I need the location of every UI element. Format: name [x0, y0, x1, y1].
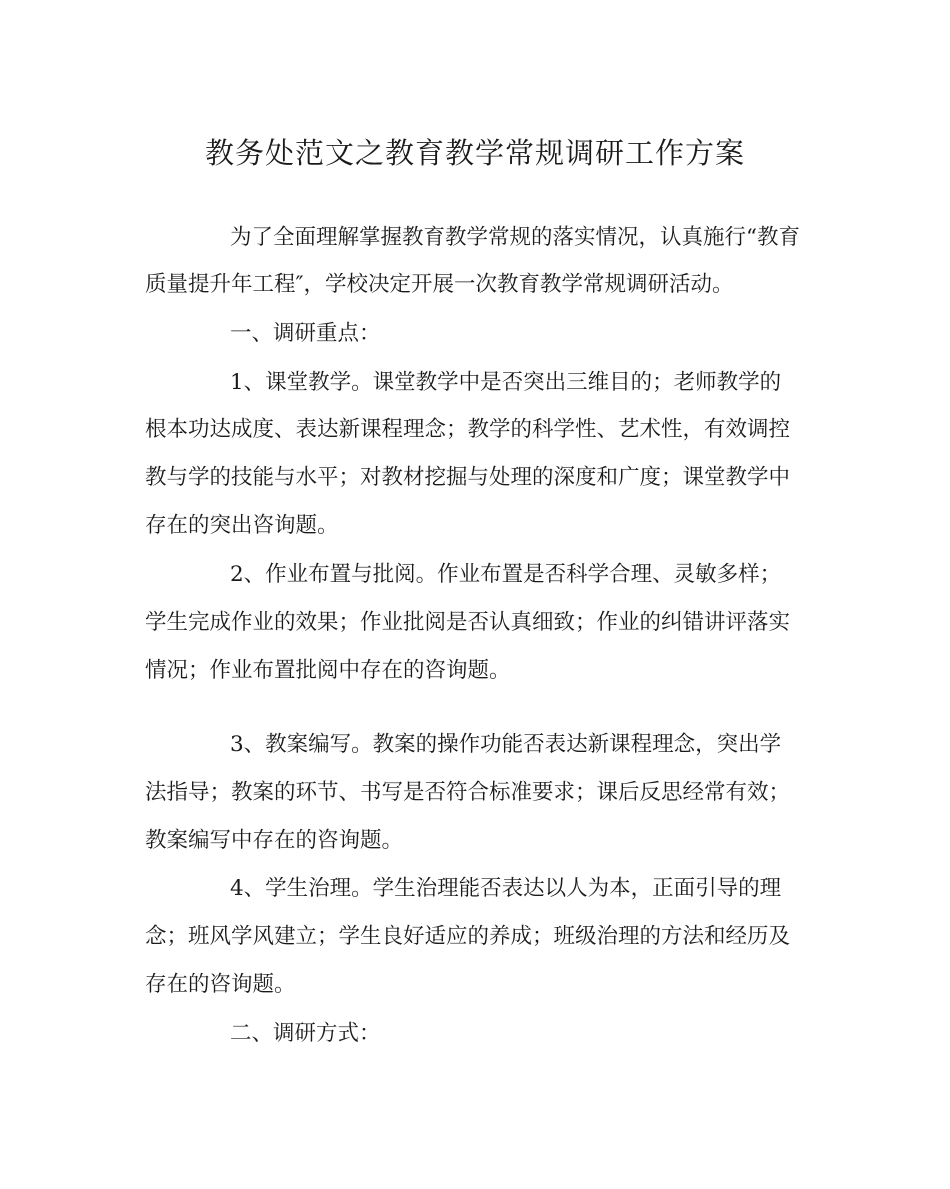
item-2-line-1: 2、作业布置与批阅。作业布置是否科学合理、灵敏多样； [230, 562, 782, 587]
section-heading-research-focus: 一、调研重点： [230, 321, 381, 346]
item-1-line-1: 1、课堂教学。课堂教学中是否突出三维目的；老师教学的 [230, 370, 782, 395]
item-3-line-3: 教案编写中存在的咨询题。 [145, 828, 404, 853]
intro-line-1: 为了全面理解掌握教育教学常规的落实情况，认真施行“教育 [230, 225, 800, 250]
section-heading-research-method: 二、调研方式： [230, 1021, 381, 1046]
item-4-line-3: 存在的咨询题。 [145, 972, 296, 997]
document-title: 教务处范文之教育教学常规调研工作方案 [204, 136, 745, 170]
intro-line-2: 质量提升年工程″，学校决定开展一次教育教学常规调研活动。 [145, 272, 734, 297]
item-4-line-1: 4、学生治理。学生治理能否表达以人为本，正面引导的理 [230, 876, 782, 901]
item-1-line-4: 存在的突出咨询题。 [145, 513, 339, 538]
item-1-line-3: 教与学的技能与水平；对教材挖掘与处理的深度和广度；课堂教学中 [145, 465, 791, 490]
item-2-line-3: 情况；作业布置批阅中存在的咨询题。 [145, 658, 511, 683]
item-1-line-2: 根本功达成度、表达新课程理念；教学的科学性、艺术性，有效调控 [145, 417, 791, 442]
item-3-line-2: 法指导；教案的环节、书写是否符合标准要求；课后反思经常有效； [145, 780, 791, 805]
item-3-line-1: 3、教案编写。教案的操作功能否表达新课程理念，突出学 [230, 732, 782, 757]
item-4-line-2: 念；班风学风建立；学生良好适应的养成；班级治理的方法和经历及 [145, 924, 791, 949]
item-2-line-2: 学生完成作业的效果；作业批阅是否认真细致；作业的纠错讲评落实 [145, 610, 791, 635]
